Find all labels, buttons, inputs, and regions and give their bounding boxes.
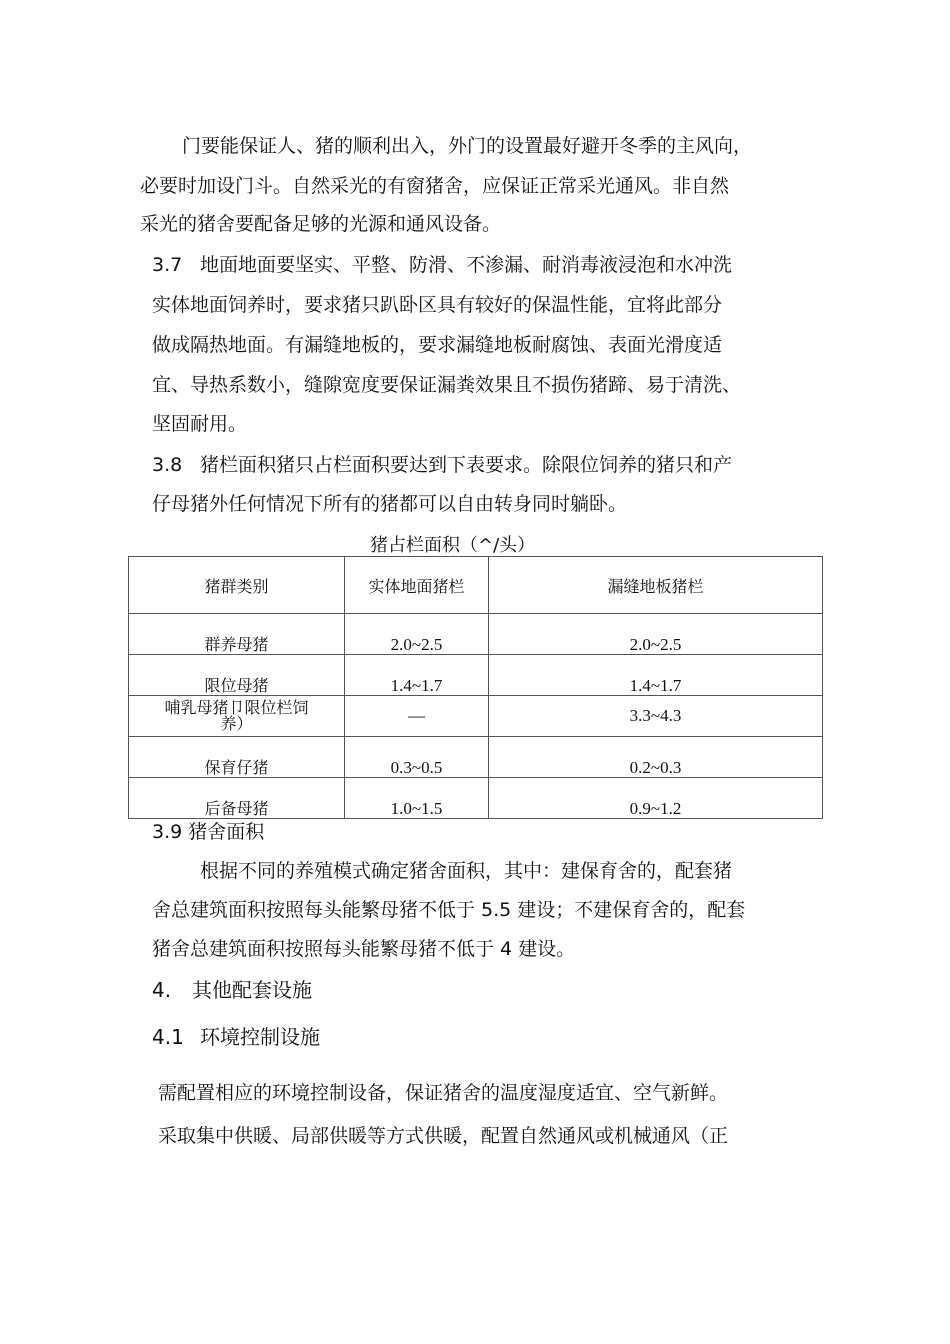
section-3-9-heading: 3.9 猪舍面积 (152, 821, 265, 843)
para-doors-line-3: 采光的猪舍要配备足够的光源和通风设备。 (140, 213, 502, 235)
section-4-1-line-1: 需配置相应的环境控制设备，保证猪舍的温度湿度适宜、空气新鲜。 (158, 1082, 729, 1104)
table-cell-solid: 0.3~0.5 (345, 737, 489, 778)
section-3-7-heading (152, 253, 732, 277)
section-4-1-title: 环境控制设施 (200, 1025, 320, 1049)
section-3-7-line-2: 实体地面饲养时，要求猪只趴卧区具有较好的保温性能，宜将此部分 (152, 294, 723, 316)
section-4-heading (152, 978, 312, 1002)
category-line-1: 哺乳母猪卩限位栏饲 (164, 698, 309, 717)
section-4-1-line-2: 采取集中供暖、局部供暖等方式供暖，配置自然通风或机械通风（正 (158, 1125, 729, 1147)
table-cell-slat: 0.9~1.2 (489, 778, 823, 819)
section-3-7-line-3: 做成隔热地面。有漏缝地板的，要求漏缝地板耐腐蚀、表面光滑度适 (152, 334, 723, 356)
table-header-cell: 实体地面猪栏 (345, 557, 489, 614)
table-cell-solid: 2.0~2.5 (345, 614, 489, 655)
section-3-9-line-1: 根据不同的养殖模式确定猪舍面积，其中：建保育舍的，配套猪 (200, 860, 733, 882)
table-header-row (129, 557, 823, 614)
para-doors-line-1: 门要能保证人、猪的顺利出入，外门的设置最好避开冬季的主风向， (182, 135, 753, 157)
section-3-7-line-5: 坚固耐用。 (152, 413, 248, 435)
section-number: 4.1 (152, 1025, 184, 1049)
table-cell-category: 保育仔猪 (129, 737, 345, 778)
table-cell-solid: 1.4~1.7 (345, 655, 489, 696)
table-row (129, 655, 823, 696)
category-line-2: 养） (220, 714, 253, 733)
table-row (129, 696, 823, 737)
table-cell-slat: 1.4~1.7 (489, 655, 823, 696)
table-row (129, 737, 823, 778)
section-3-7-line-1: 地面地面要坚实、平整、防滑、不渗漏、耐消毒液浸泡和水冲洗 (200, 254, 733, 276)
table-caption: 猪占栏面积（^/头） (370, 535, 536, 556)
section-number: 3.7 (152, 254, 183, 276)
section-number: 4. (152, 978, 172, 1002)
table-cell-category: 群养母猪 (129, 614, 345, 655)
table-cell-slat: 3.3~4.3 (489, 696, 823, 737)
para-doors-line-2: 必要时加设门斗。自然采光的有窗猪舍，应保证正常采光通风。非自然 (140, 175, 730, 197)
pen-area-table (128, 556, 823, 819)
table-cell-category (129, 696, 345, 737)
section-3-7-line-4: 宜、导热系数小，缝隙宽度要保证漏粪效果且不损伤猪蹄、易于清洗、 (152, 374, 742, 396)
section-3-8-line-2: 仔母猪外任何情况下所有的猪都可以自由转身同时躺卧。 (152, 493, 628, 515)
table-cell-slat: 0.2~0.3 (489, 737, 823, 778)
table-cell-slat: 2.0~2.5 (489, 614, 823, 655)
table-row (129, 614, 823, 655)
section-4-title: 其他配套设施 (192, 978, 312, 1002)
table-cell-category: 后备母猪 (129, 778, 345, 819)
table-row (129, 778, 823, 819)
section-4-1-heading (152, 1025, 320, 1049)
table-cell-category: 限位母猪 (129, 655, 345, 696)
section-3-8-line-1: 猪栏面积猪只占栏面积要达到下表要求。除限位饲养的猪只和产 (200, 454, 733, 476)
section-3-8-heading (152, 453, 732, 477)
table-cell-solid: — (345, 696, 489, 737)
table-header-cell: 漏缝地板猪栏 (489, 557, 823, 614)
section-3-9-line-2: 舍总建筑面积按照每头能繁母猪不低于 5.5 建设；不建保育舍的，配套 (152, 899, 746, 921)
table-header-cell: 猪群类别 (129, 557, 345, 614)
table-cell-solid: 1.0~1.5 (345, 778, 489, 819)
section-3-9-line-3: 猪舍总建筑面积按照每头能繁母猪不低于 4 建设。 (152, 938, 576, 960)
section-number: 3.8 (152, 454, 183, 476)
